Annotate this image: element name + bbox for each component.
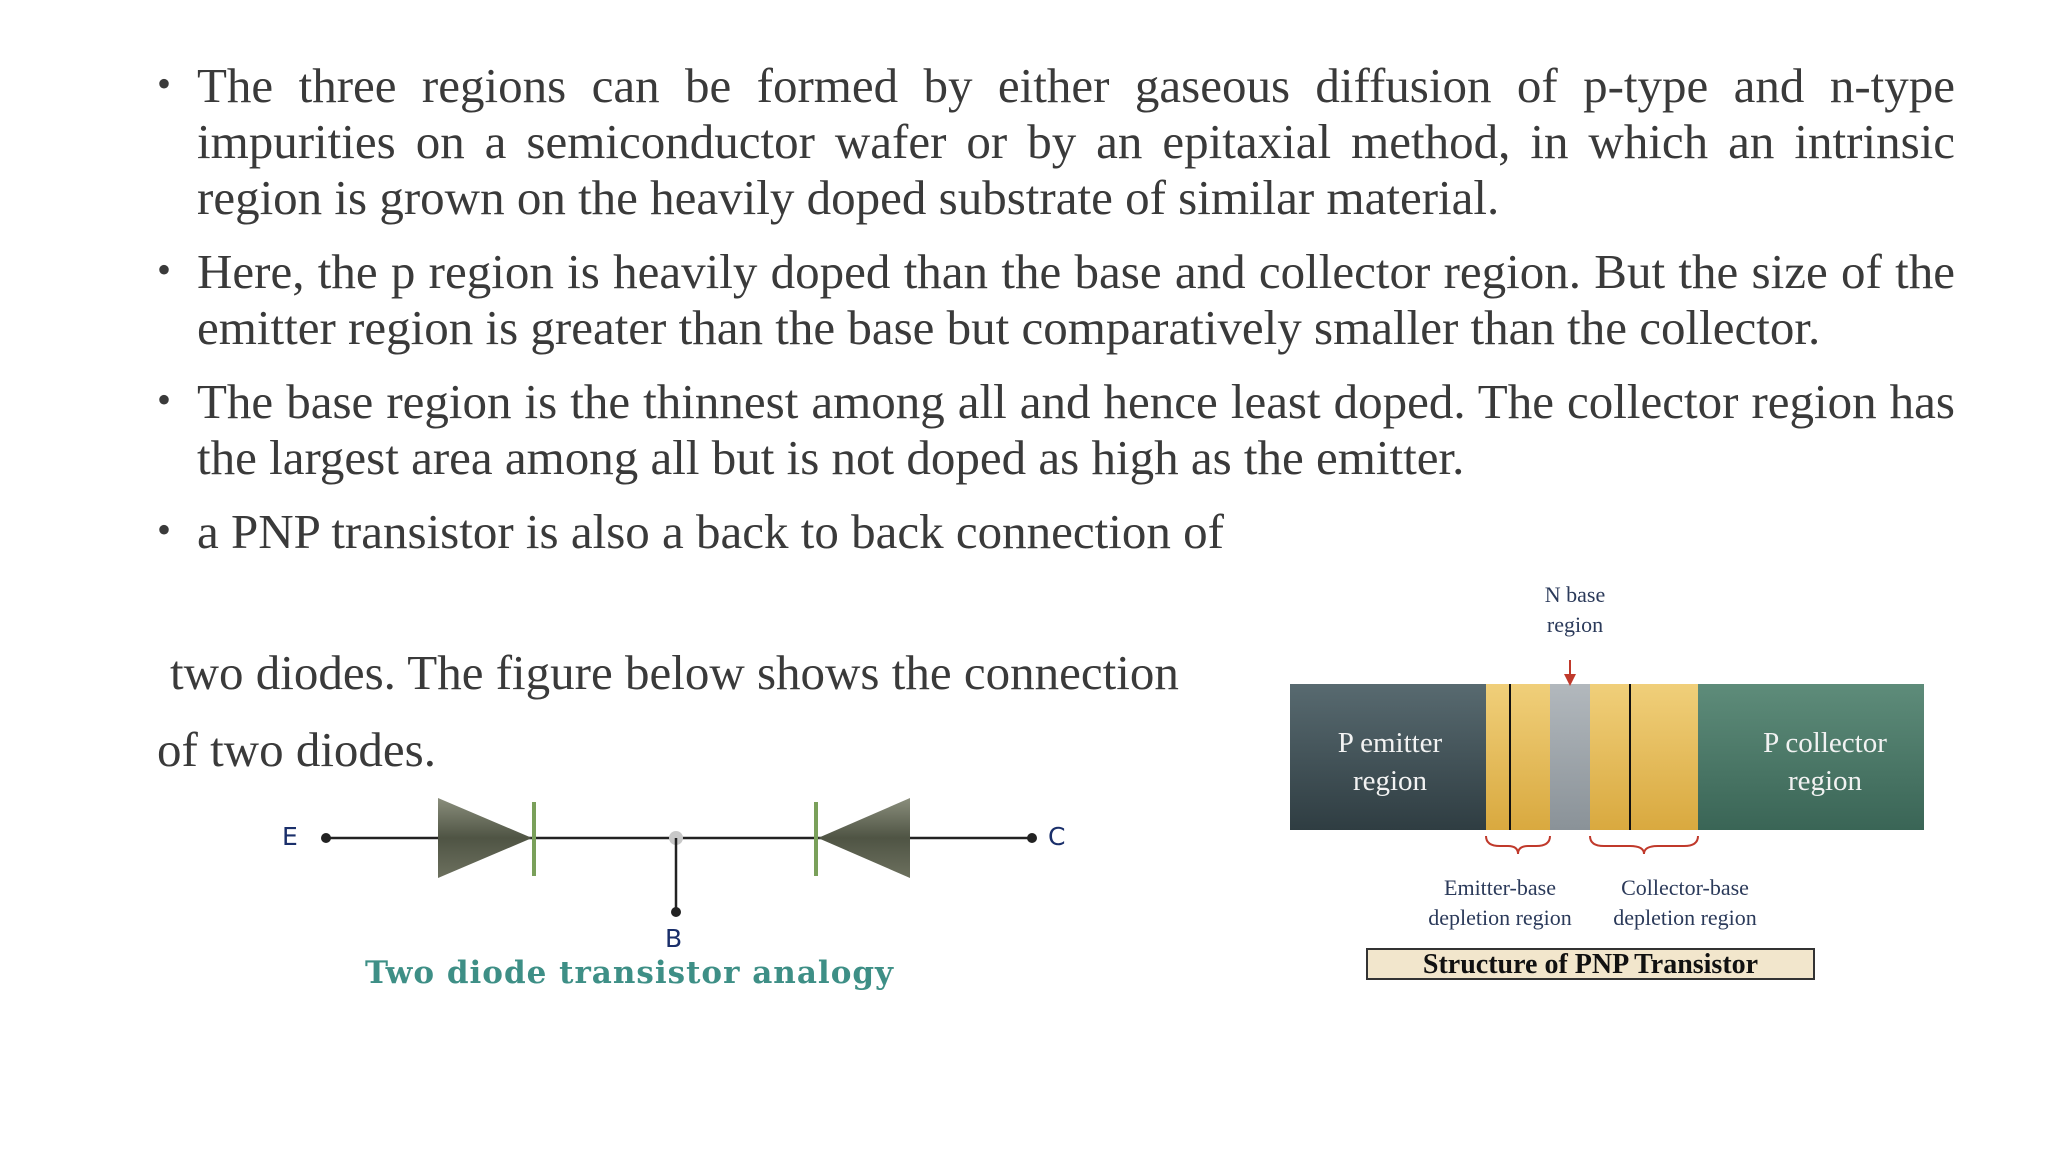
bullet-item [155,374,1955,486]
n-base-region [1550,684,1590,830]
diode-left-icon [438,798,532,878]
collector-depletion [1590,684,1698,830]
two-diode-diagram [270,780,1090,940]
bullet-dot: • [157,247,172,292]
bullet-text: The three regions can be formed by either gaseous diffusion of p-type and n-type impurities on a semiconductor wafer or by an epitaxial method, in which an intrinsic region is grown on the heavily doped substrate of similar material. [197,58,1955,225]
collector-base-label: Collector-base depletion region [1613,875,1757,930]
p-collector-label: P collector region [1763,727,1887,797]
bullet-dot: • [157,61,172,106]
label-e: E [282,822,298,851]
bullet-dot: • [157,507,172,552]
terminal-e [321,833,331,843]
emitter-depletion [1486,684,1550,830]
bullet-item [155,244,1955,356]
p-emitter-label: P emitter region [1337,727,1443,797]
brace-icon [1590,836,1698,854]
emitter-base-label: Emitter-base depletion region [1428,875,1572,930]
label-c: C [1048,822,1066,851]
pnp-figure-caption: Structure of PNP Transistor [1366,948,1815,980]
bullet-text: Here, the p region is heavily doped than the base and collector region. But the size of the emitter region is greater than the base but comparatively smaller than the collector. [197,244,1955,355]
terminal-c [1027,833,1037,843]
bullet-continuation: two diodes. The figure below shows the connection [170,645,1179,700]
bullet-item [155,504,1955,560]
diode-right-icon [818,798,910,878]
brace-icon [1486,836,1550,854]
terminal-b [671,907,681,917]
label-b: B [665,924,683,953]
bullet-continuation: of two diodes. [157,722,436,777]
bullet-text: a PNP transistor is also a back to back connection of [197,504,1224,559]
bullet-item [155,58,1955,226]
bullet-text: The base region is the thinnest among all and hence least doped. The collector region has the largest area among all but is not doped as high as the emitter. [197,374,1955,485]
n-base-label: N base region [1544,582,1606,637]
bullet-list [155,58,1955,578]
diode-figure-caption: Two diode transistor analogy [365,955,895,991]
bullet-dot: • [157,377,172,422]
